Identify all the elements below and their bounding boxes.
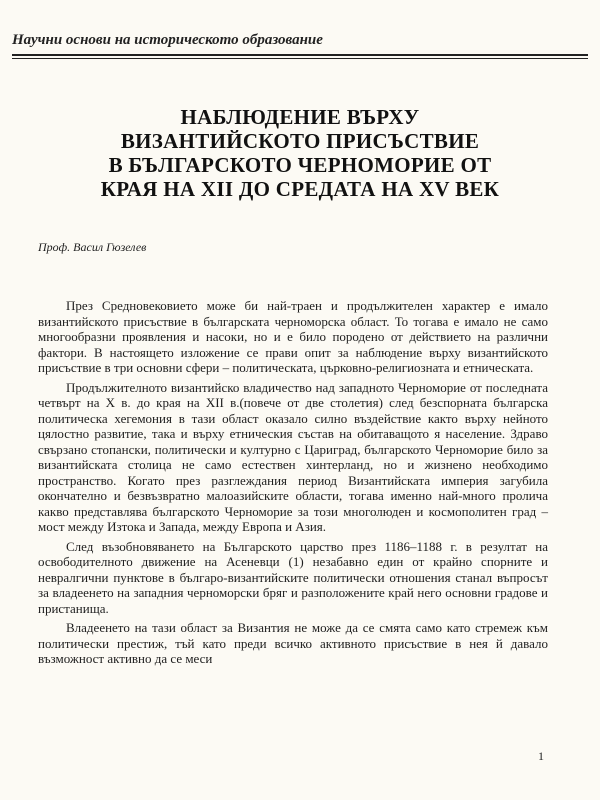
title-line: ВИЗАНТИЙСКОТО ПРИСЪСТВИЕ (120, 129, 480, 153)
paragraph: През Средновековието може би най-траен и продължителен характер е имало византийското присъствие в българската черноморска област. То тогава е имало не само многообразни проявления и насоки, но и е било породено от действието на различни фактори. В настоящето изложение се прави опит за наблюдение върху византийското присъствие в три основни сфери – политическата, църковно-религиозната и етническата. (38, 298, 548, 375)
title-line: НАБЛЮДЕНИЕ ВЪРХУ (180, 105, 420, 129)
running-head: Научни основи на историческото образование (12, 32, 323, 48)
paragraph: Продължителното византийско владичество над западното Черноморие от последната четвърт на X в. до края на XII в.(повече от две столетия) след безспорната българска политическа хегемония в тази област оказало силно въздействие както върху нейното цялостно развитие, така и върху етническия състав на обитаващото я население. Здраво свързано стопански, политически и културно с Цариград, българското Черноморие било за византийската столица не само естествен хинтерланд, но и жизнено необходимо пространство. Когато през разглеждания период Византийската империя загубила окончателно и безвъзвратно малоазийските области, тогава именно най-много пролича какво представлява българското Черноморие за този многолюден и космополитен град – мост между Изтока и Запада, между Европа и Азия. (38, 379, 548, 534)
article-body (38, 298, 548, 671)
header-rule-thin (12, 58, 588, 59)
paragraph: Владеенето на тази област за Византия не може да се смята само като стремеж към политически престиж, тъй като преди всичко активното присъствие в нея й давало възможност активно да се меси (38, 620, 548, 666)
article-title (40, 105, 560, 201)
page-number: 1 (538, 749, 544, 763)
author-line: Проф. Васил Гюзелев (38, 240, 147, 254)
title-line: КРАЯ НА XII ДО СРЕДАТА НА XV ВЕК (100, 177, 500, 201)
header-rule-thick (12, 54, 588, 56)
title-line: В БЪЛГАРСКОТО ЧЕРНОМОРИЕ ОТ (108, 153, 492, 177)
paragraph: След възобновяването на Българското царство през 1186–1188 г. в резултат на освободителното движение на Асеневци (1) незабавно един от крайно спорните и невралгични пунктове в българо-византийските политически отношения станал въпросът за владеенето на западния черноморски бряг и разположените край него основни градове и пристанища. (38, 538, 548, 616)
